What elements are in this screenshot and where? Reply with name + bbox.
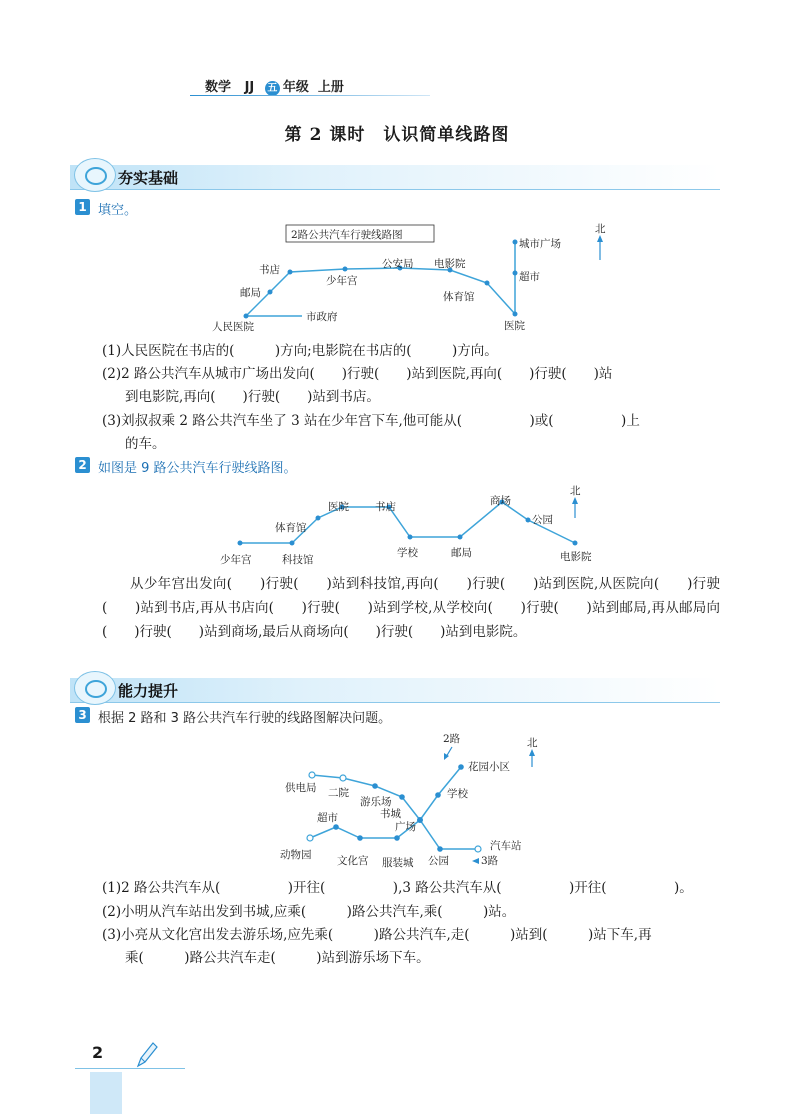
station-dot bbox=[340, 775, 346, 781]
q3-line-2: (2)小明从汽车站出发到书城,应乘( )路公共汽车,乘( )站。 bbox=[102, 904, 516, 920]
station-label: 广场 bbox=[395, 821, 416, 833]
header-grade: 年级 bbox=[282, 80, 309, 95]
station-label: 公园 bbox=[532, 514, 553, 526]
station-label: 电影院 bbox=[560, 551, 592, 563]
station-label: 超市 bbox=[317, 812, 338, 824]
station-dot bbox=[372, 783, 378, 789]
north-arrowhead-icon bbox=[572, 497, 578, 504]
question-1-number: 1 bbox=[75, 199, 90, 215]
question-3-head: 根据 2 路和 3 路公共汽车行驶的线路图解决问题。 bbox=[98, 711, 392, 726]
page-number: 2 bbox=[92, 1043, 104, 1062]
station-dot bbox=[513, 312, 518, 317]
question-1-head: 填空。 bbox=[98, 203, 138, 218]
map-route-9 bbox=[0, 470, 794, 570]
station-label: 科技馆 bbox=[282, 554, 314, 566]
station-label: 体育馆 bbox=[275, 522, 307, 534]
station-label: 学校 bbox=[397, 547, 418, 559]
q1-line-1: (1)人民医院在书店的( )方向;电影院在书店的( )方向。 bbox=[102, 343, 498, 359]
station-label: 书店 bbox=[259, 264, 280, 276]
section-advanced bbox=[70, 678, 720, 703]
station-dot bbox=[357, 835, 363, 841]
map-caption: 2路公共汽车行驶线路图 bbox=[291, 229, 403, 241]
footer-divider bbox=[75, 1068, 185, 1069]
station-label: 公园 bbox=[428, 855, 449, 867]
section-advanced-title: 能力提升 bbox=[118, 682, 179, 700]
station-dot bbox=[244, 314, 249, 319]
north-label: 北 bbox=[570, 485, 581, 497]
station-dot bbox=[573, 541, 578, 546]
q1-line-2: (2)2 路公共汽车从城市广场出发向( )行驶( )站到医院,再向( )行驶( )站 bbox=[102, 366, 613, 382]
station-label: 游乐场 bbox=[360, 796, 392, 808]
north-arrowhead-icon bbox=[597, 235, 603, 242]
station-dot bbox=[399, 794, 405, 800]
station-label: 少年宫 bbox=[326, 275, 358, 287]
header-subject: 数学 bbox=[205, 80, 232, 95]
route-2-line bbox=[246, 242, 515, 316]
station-dot bbox=[417, 817, 423, 823]
question-2-number: 2 bbox=[75, 457, 90, 473]
station-label: 商场 bbox=[490, 495, 511, 507]
station-dot bbox=[333, 824, 339, 830]
station-dot bbox=[526, 518, 531, 523]
question-2-head: 如图是 9 路公共汽车行驶线路图。 bbox=[98, 461, 297, 476]
station-dot bbox=[475, 846, 481, 852]
station-label: 医院 bbox=[328, 501, 349, 513]
station-dot bbox=[458, 535, 463, 540]
station-dot bbox=[408, 535, 413, 540]
north-label: 北 bbox=[527, 737, 538, 749]
north-arrowhead-icon bbox=[529, 749, 535, 756]
station-label: 人民医院 bbox=[212, 321, 254, 333]
station-label: 动物园 bbox=[280, 849, 312, 861]
route-3-arrowhead-icon bbox=[472, 858, 479, 864]
station-label: 医院 bbox=[504, 320, 525, 332]
station-label: 书店 bbox=[375, 501, 396, 513]
lesson-title: 第 2 课时 认识简单线路图 bbox=[284, 125, 510, 145]
q2-paragraph: 从少年宫出发向( )行驶( )站到科技馆,再向( )行驶( )站到医院,从医院向( )行驶( )站到书店,再从书店向( )行驶( )站到学校,从学校向( )行驶( )站到邮局,再从邮局向( )行驶( )站到商场,最后从商场向( )行驶( )站到电影院。 bbox=[102, 576, 720, 640]
station-label: 文化宫 bbox=[337, 855, 369, 867]
question-3-number: 3 bbox=[75, 707, 90, 723]
station-dot bbox=[290, 541, 295, 546]
route-2-label: 2路 bbox=[443, 733, 461, 745]
station-label: 市政府 bbox=[306, 311, 338, 323]
station-dot bbox=[394, 835, 400, 841]
station-dot bbox=[437, 846, 443, 852]
station-dot bbox=[238, 541, 243, 546]
station-dot bbox=[458, 764, 464, 770]
station-dot bbox=[268, 290, 273, 295]
station-dot bbox=[316, 516, 321, 521]
station-label: 汽车站 bbox=[490, 840, 522, 852]
station-dot bbox=[513, 271, 518, 276]
north-label: 北 bbox=[595, 223, 606, 235]
station-label: 电影院 bbox=[434, 258, 466, 270]
header-volume: 上册 bbox=[317, 80, 344, 95]
mascot-icon bbox=[74, 671, 116, 705]
station-label: 花园小区 bbox=[468, 761, 510, 773]
station-label: 城市广场 bbox=[519, 238, 561, 250]
station-label: 服装城 bbox=[382, 857, 414, 869]
q3-line-4: 乘( )路公共汽车走( )站到游乐场下车。 bbox=[125, 950, 430, 966]
route-3-label: 3路 bbox=[481, 855, 499, 867]
station-label: 书城 bbox=[380, 808, 401, 820]
section-basic-title: 夯实基础 bbox=[118, 169, 179, 187]
station-label: 邮局 bbox=[451, 547, 472, 559]
q3-line-3: (3)小亮从文化宫出发去游乐场,应先乘( )路公共汽车,走( )站到( )站下车,再 bbox=[102, 927, 652, 943]
station-label: 学校 bbox=[447, 788, 468, 800]
station-dot bbox=[435, 792, 441, 798]
q1-line-5: 的车。 bbox=[125, 436, 166, 452]
station-dot bbox=[288, 270, 293, 275]
q3-line-1: (1)2 路公共汽车从( )开往( ),3 路公共汽车从( )开往( )。 bbox=[102, 880, 693, 896]
q1-line-4: (3)刘叔叔乘 2 路公共汽车坐了 3 站在少年宫下车,他可能从( )或( )上 bbox=[102, 413, 640, 429]
map-routes-2-3 bbox=[0, 725, 794, 875]
station-dot bbox=[309, 772, 315, 778]
station-label: 供电局 bbox=[285, 782, 317, 794]
station-label: 超市 bbox=[519, 271, 540, 283]
grade-badge: 五 bbox=[265, 81, 280, 96]
map-route-2 bbox=[0, 0, 794, 340]
pencil-icon bbox=[134, 1040, 158, 1070]
station-dot bbox=[485, 281, 490, 286]
station-label: 体育馆 bbox=[443, 291, 475, 303]
station-label: 二院 bbox=[328, 787, 349, 799]
station-dot bbox=[307, 835, 313, 841]
station-label: 邮局 bbox=[240, 287, 261, 299]
q1-line-3: 到电影院,再向( )行驶( )站到书店。 bbox=[125, 389, 380, 405]
page-tab bbox=[90, 1072, 122, 1114]
station-dot bbox=[513, 240, 518, 245]
station-label: 少年宫 bbox=[220, 554, 252, 566]
station-dot bbox=[343, 267, 348, 272]
station-label: 公安局 bbox=[382, 258, 414, 270]
header-edition: JJ bbox=[244, 80, 255, 95]
